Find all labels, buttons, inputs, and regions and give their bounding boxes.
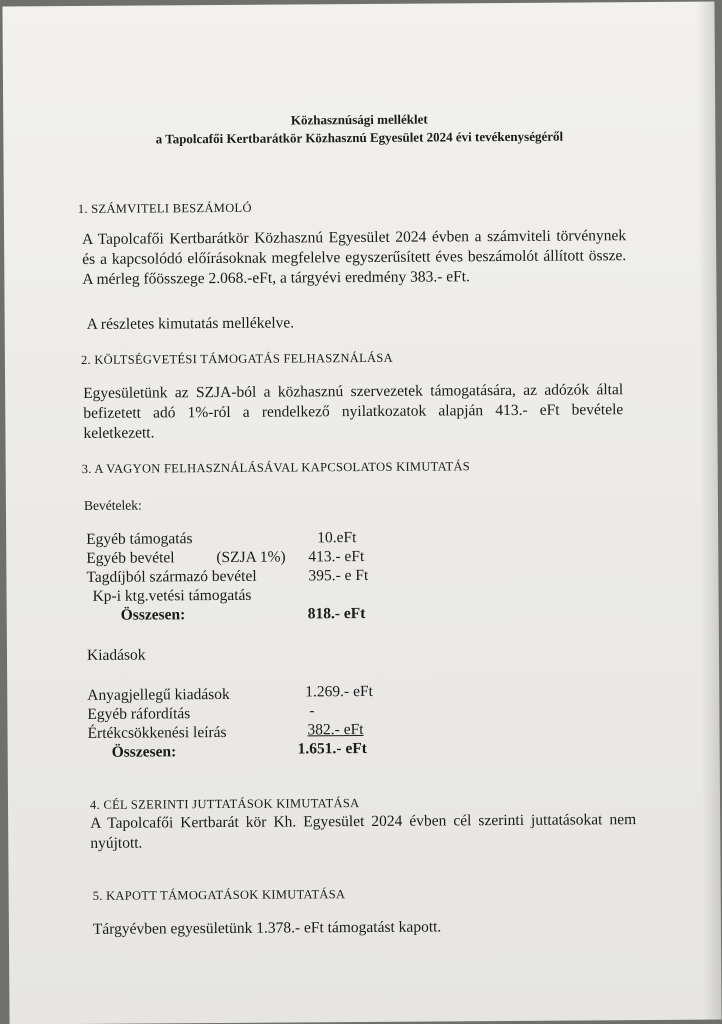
income-row-value: 395.- e Ft xyxy=(308,566,369,585)
expense-row-label: Anyagjellegű kiadások xyxy=(87,685,230,704)
expense-total-label: Összesen: xyxy=(111,743,177,761)
document-page xyxy=(2,2,721,1024)
income-total-value: 818.- eFt xyxy=(307,604,366,623)
section4-heading: 4. CÉL SZERINTI JUTTATÁSOK KIMUTATÁSA xyxy=(89,796,360,812)
expense-row-value: 1.269.- eFt xyxy=(305,682,373,701)
section1-paragraph: A Tapolcafői Kertbarátkör Közhasznú Egyesület 2024 évben a számviteli törvénynek és a kapcsolódó előírásoknak megfelelve egyszerűsített éves beszámolót állított össze. A mérleg főösszege 2.068.-eFt, a tárgyévi eredmény 383.- eFt. xyxy=(82,227,627,288)
income-row-label: Tagdíjból származó bevétel xyxy=(86,567,257,586)
expense-row-value: 382.- eFt xyxy=(307,720,364,739)
section5-paragraph: Tárgyévben egyesületünk 1.378.- eFt támogatást kapott. xyxy=(92,918,442,938)
expense-total-value: 1.651.- eFt xyxy=(297,739,368,758)
income-label: Bevételek: xyxy=(83,497,142,513)
section2-paragraph: Egyesületünk az SZJA-ból a közhasznú szervezetek támogatására, az adózók által befizetett adó 1%-ról a rendelkező nyilatkozatok alapján 413.- eFt bevétele keletkezett. xyxy=(83,381,624,442)
page-shadow xyxy=(696,2,721,1020)
section3-heading: 3. A VAGYON FELHASZNÁLÁSÁVAL KAPCSOLATOS KIMUTATÁS xyxy=(81,459,471,476)
income-row-label: Egyéb bevétel xyxy=(86,549,175,567)
income-row-value: 413.- eFt xyxy=(308,547,365,566)
section2-heading: 2. KÖLTSÉGVETÉSI TÁMOGATÁS FELHASZNÁLÁSA xyxy=(80,350,393,367)
section1-note: A részletes kimutatás mellékelve. xyxy=(86,314,295,333)
expense-row-label: Értékcsökkenési leírás xyxy=(87,723,227,742)
income-row-note: (SZJA 1%) xyxy=(216,548,286,567)
income-row-label: Kp-i ktg.vetési támogatás xyxy=(92,586,252,605)
section1-heading: 1. SZÁMVITELI BESZÁMOLÓ xyxy=(77,200,252,216)
document-subtitle: a Tapolcafői Kertbarátkör Közhasznú Egyesület 2024 évi tevékenységéről xyxy=(155,128,564,147)
expense-row-value: - xyxy=(309,702,315,720)
document-title: Közhasznúsági melléklet xyxy=(290,111,428,128)
expense-label: Kiadások xyxy=(86,646,146,664)
section4-paragraph: A Tapolcafői Kertbarát kör Kh. Egyesület 2024 évben cél szerinti juttatásokat nem nyújtott. xyxy=(90,811,637,852)
income-total-label: Összesen: xyxy=(120,606,186,624)
expense-row-label: Egyéb ráfordítás xyxy=(87,705,191,723)
income-row-label: Egyéb támogatás xyxy=(86,530,193,548)
section5-heading: 5. KAPOTT TÁMOGATÁSOK KIMUTATÁSA xyxy=(92,887,346,903)
income-row-value: 10.eFt xyxy=(317,529,357,547)
